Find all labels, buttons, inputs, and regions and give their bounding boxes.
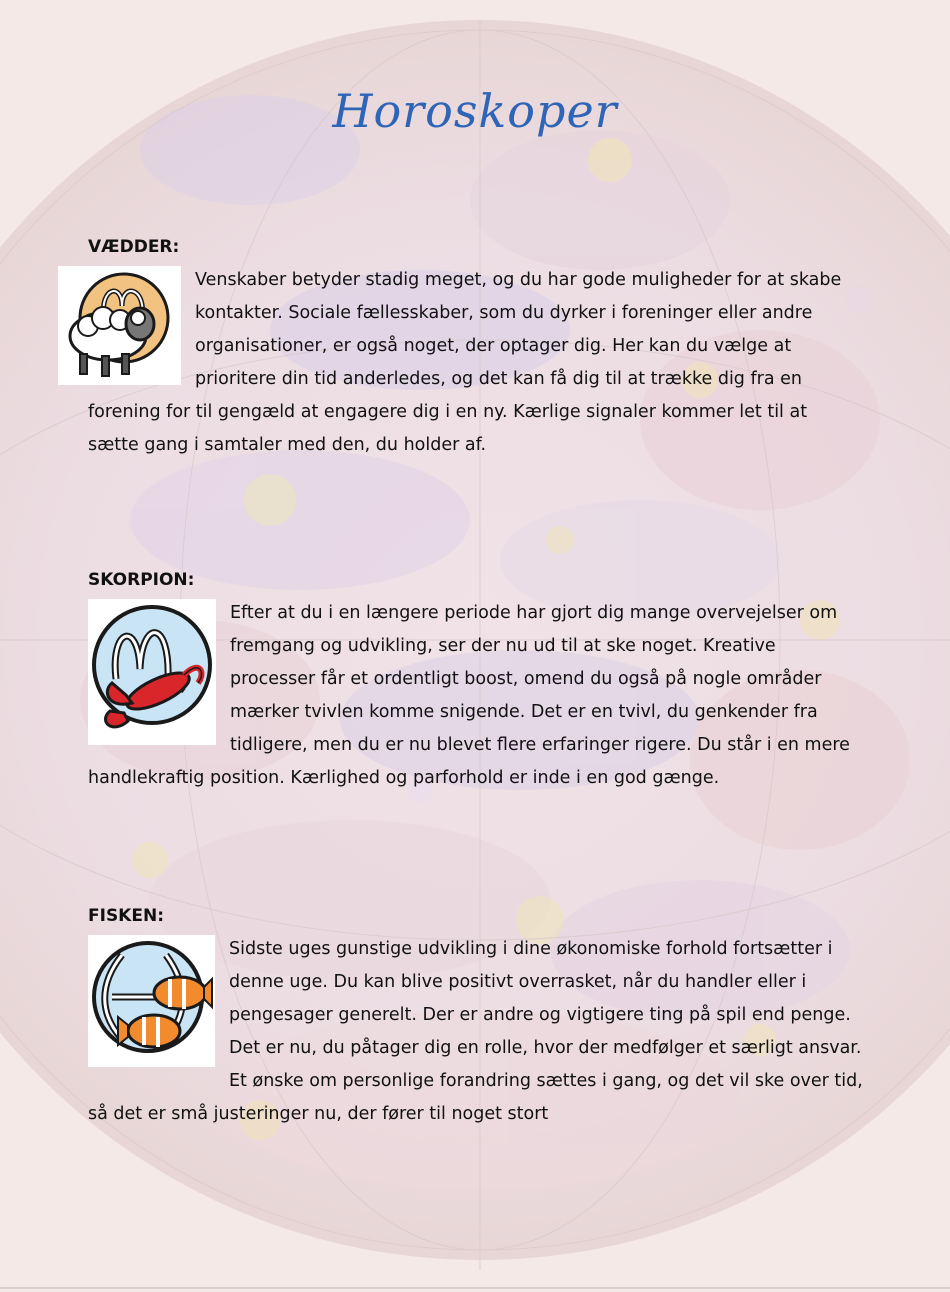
section-text: Sidste uges gunstige udvikling i dine økonomiske forhold fortsætter i denne uge. Du kan blive positivt overrasket, når du handler eller i pengesager generelt. Der er andre og vigtigere ting på spil end penge. Det er nu, du påtager dig en rolle, hvor der medfølger et særligt ansvar. Et ønske om personlige forandring sættes i gang, og det vil ske over tid, så det er små justeringer nu, der fører til noget stort	[88, 939, 863, 1124]
scorpio-scorpion-icon	[88, 599, 216, 745]
section-text: Venskaber betyder stadig meget, og du har gode muligheder for at skabe kontakter. Sociale fællesskaber, som du dyrker i foreninger eller andre organisationer, er også noget, der optager dig. Her kan du vælge at prioritere din tid anderledes, og det kan få dig til at trække dig fra en forening for til gengæld at engagere dig i en ny. Kærlige signaler kommer let til at sætte gang i samtaler med den, du holder af.	[88, 270, 842, 455]
section-text: Efter at du i en længere periode har gjort dig mange overvejelser om fremgang og udvikling, ser der nu ud til at ske noget. Kreative processer får et ordentligt boost, omend du også på nogle områder mærker tvivlen komme snigende. Det er en tvivl, du genkender fra tidligere, men du er nu blevet flere erfaringer rigere. Du står i en mere handlekraftig position. Kærlighed og parforhold er inde i en god gænge.	[88, 603, 850, 788]
section-body	[88, 933, 863, 1131]
section-heading: SKORPION:	[88, 570, 195, 590]
page-bottom-divider	[0, 1287, 950, 1289]
horoscope-section-scorpio	[88, 568, 863, 795]
section-heading: VÆDDER:	[88, 237, 180, 257]
aries-ram-icon	[58, 266, 181, 385]
section-body	[88, 264, 863, 462]
page-title: Horoskoper	[332, 84, 618, 138]
section-body	[88, 597, 863, 795]
horoscope-section-pisces	[88, 904, 863, 1131]
section-heading: FISKEN:	[88, 906, 164, 926]
horoscope-section-aries	[88, 235, 863, 462]
pisces-fish-icon	[88, 935, 215, 1067]
